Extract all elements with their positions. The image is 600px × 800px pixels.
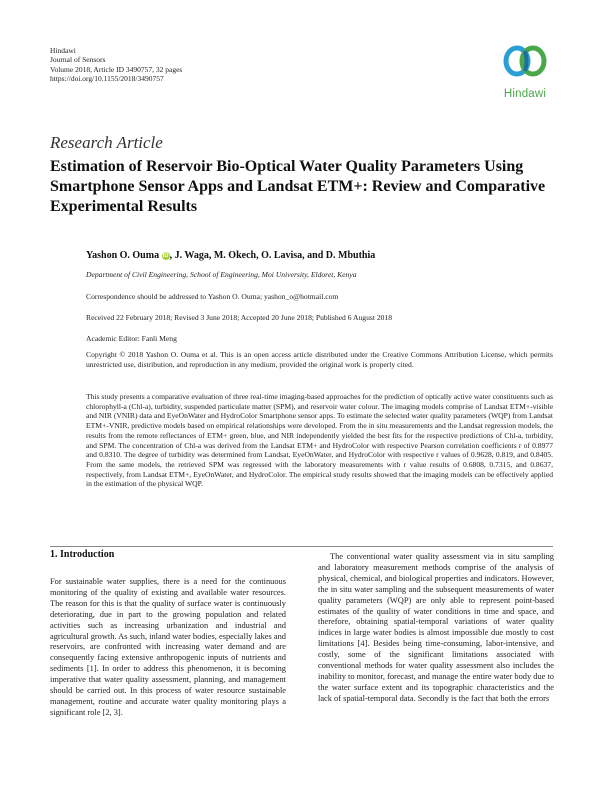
section-divider [50, 546, 553, 547]
volume-line: Volume 2018, Article ID 3490757, 32 pages [50, 64, 183, 74]
other-authors: , J. Waga, M. Okech, O. Lavisa, and D. Mbuthia [169, 250, 376, 261]
section-heading-introduction: 1. Introduction [50, 549, 115, 560]
copyright-notice: Copyright © 2018 Yashon O. Ouma et al. This is an open access article distributed under the Creative Commons Attribution License, which permits unrestricted use, distribution, and reproduction in any medium, provided the original work is properly cited. [86, 350, 553, 369]
affiliation: Department of Civil Engineering, School of Engineering, Moi University, Eldoret, Kenya [86, 270, 357, 279]
correspondence: Correspondence should be addressed to Yashon O. Ouma; yashon_o@hotmail.com [86, 292, 339, 301]
doi-link[interactable]: https://doi.org/10.1155/2018/3490757 [50, 74, 164, 84]
academic-editor: Academic Editor: Fanli Meng [86, 334, 177, 343]
journal-name: Journal of Sensors [50, 55, 106, 65]
hindawi-logo-icon [503, 43, 547, 83]
publisher-name: Hindawi [50, 46, 76, 55]
hindawi-logo [497, 43, 553, 100]
author-list [86, 250, 375, 261]
publication-dates: Received 22 February 2018; Revised 3 June 2018; Accepted 20 June 2018; Published 6 August 2018 [86, 313, 393, 322]
intro-left-column: For sustainable water supplies, there is a need for the continuous monitoring of the quality of existing and available water resources. The reason for this is that the quality of surface water is continuously deteriorating, due in part to the growing population and related activities such as increasing urbanization and industrial and agricultural growth. As such, inland water bodies, especially lakes and reservoirs, are confronted with increasing water demand and are consequently facing extensive anthropogenic inputs of nutrients and sediments [1]. In order to address this phenomenon, it is becoming imperative that water quality assessment, planning, and management should be carried out. In this process of water resource sustainable management, routine and accurate water quality monitoring plays a significant role [2, 3]. [50, 577, 286, 717]
logo-wordmark: Hindawi [503, 88, 547, 100]
article-type: Research Article [50, 133, 163, 152]
intro-right-column: The conventional water quality assessment via in situ sampling and laboratory measurement methods comprise of the analysis of physical, chemical, and biological properties and indicators. However, the in situ water sampling and the subsequent measurements of water quality parameters (WQP) are only able to represent point-based estimates of the quality of water conditions in time and space, and therefore, obtaining spatial-temporal variations of water quality indices in large water bodies is almost impossible due mostly to cost limitations [4]. Besides being time-consuming, labor-intensive, and costly, some of the significant limitations associated with conventional methods for water quality assessment also includes the inability to monitor, forecast, and manage the entire water body due to the water surface extent and its topographic characteristics and the lack of spatial-temporal data. Secondly is the fact that both the errors [318, 552, 554, 703]
journal-meta [50, 46, 182, 84]
paper-title: Estimation of Reservoir Bio-Optical Water Quality Parameters Using Smartphone Sensor Apps and Landsat ETM+: Review and Comparative Experimental Results [50, 158, 546, 215]
abstract: This study presents a comparative evaluation of three real-time imaging-based approaches for the prediction of optically active water constituents such as chlorophyll-a (Chl-a), turbidity, suspended particulate matter (SPM), and reservoir water colour. The imaging models comprise of Landsat ETM+-visible and NIR (VNIR) data and EyeOnWater and HydroColor Smartphone sensor apps. To estimate the selected water quality parameters (WQP) from Landsat ETM+-VNIR, predictive models based on empirical relationships were developed. From the in situ measurements and the Landsat regression models, the results from the remote reflectances of ETM+ green, blue, and NIR independently yielded the best fits for the respective predictions of Chl-a, turbidity, and SPM. The concentration of Chl-a was derived from the Landsat ETM+ and HydroColor with respective Pearson correlation coefficients r of 0.8977 and 0.8310. The degree of turbidity was determined from Landsat, EyeOnWater, and HydroColor with respective r values of 0.9628, 0.819, and 0.8405. From the same models, the retrieved SPM was regressed with the laboratory measurements with r value results of 0.6808, 0.7315, and 0.8637, respectively, from Landsat ETM+, EyeOnWater, and HydroColor. The empirical study results showed that the imaging models can be effectively applied in the estimation of the physical WQP. [86, 392, 553, 489]
orcid-icon[interactable]: iD [162, 253, 169, 259]
first-author: Yashon O. Ouma [86, 250, 160, 261]
